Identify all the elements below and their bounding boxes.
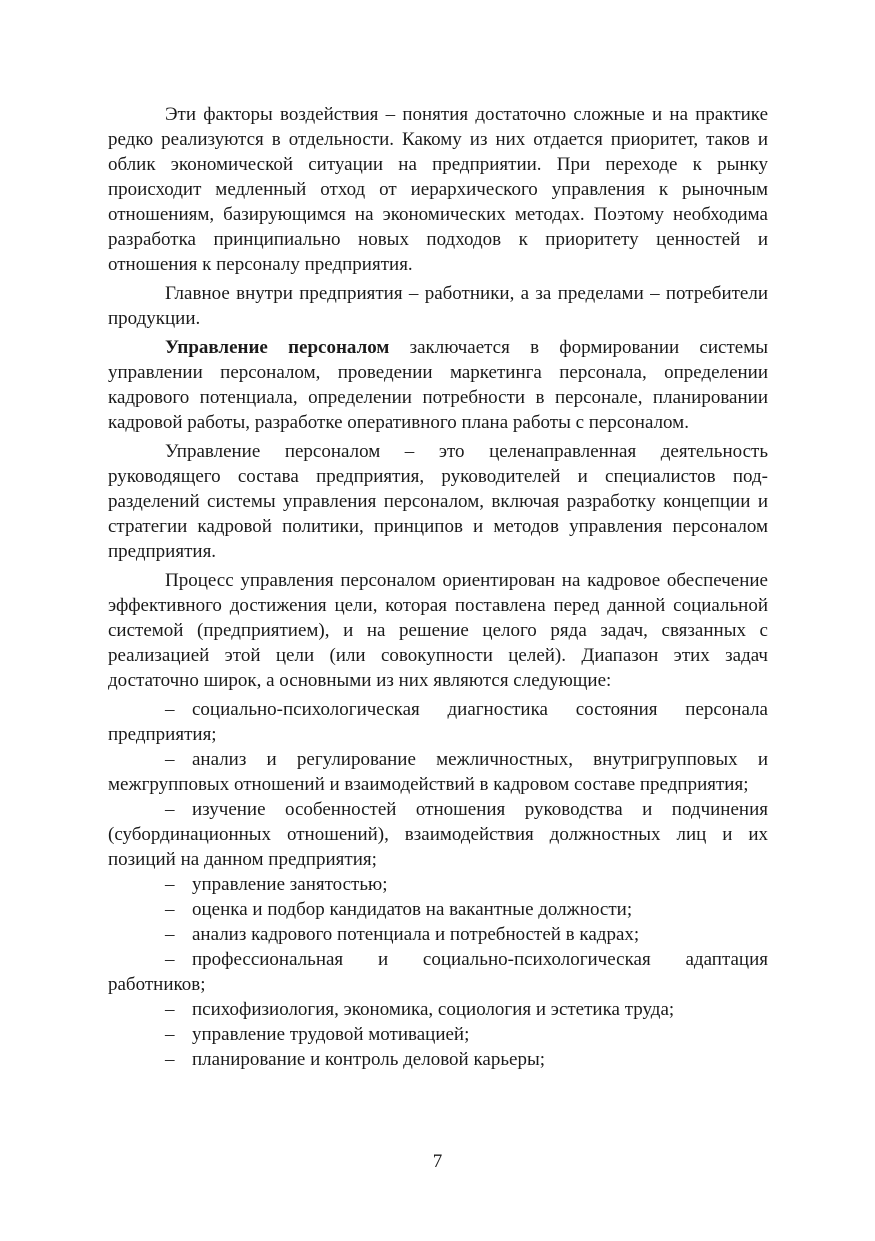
list-item [108,1022,768,1047]
list-item-text: изучение особенностей отношения руководства и подчинения (субординационных отношений), взаимодействия должностных лиц и их позиций на данном предприятия; [108,799,768,870]
list-item [108,922,768,947]
list-marker: – [165,899,175,920]
list-item [108,897,768,922]
list-marker: – [165,949,175,970]
list-item [108,997,768,1022]
list-item [108,747,768,797]
list-item-text: социально-психологическая диагностика состояния персонала предприятия; [108,699,768,745]
list-item [108,797,768,872]
page-number: 7 [432,1151,443,1172]
definition-term: Управление персоналом [165,337,390,358]
list-item-text: планирование и контроль деловой карьеры; [192,1049,545,1070]
list-item-text: анализ и регулирование межличностных, внутригрупповых и межгрупповых отношений и взаимодействий в кадровом составе предприятия; [108,749,768,795]
list-item-text: управление занятостью; [192,874,388,895]
list-item [108,947,768,997]
list-marker: – [165,749,175,770]
list-item-text: оценка и подбор кандидатов на вакантные должности; [192,899,633,920]
list-marker: – [165,1049,175,1070]
list-marker: – [165,1024,175,1045]
list-item-text: психофизиология, экономика, социология и эстетика труда; [192,999,675,1020]
page-body [108,102,768,1072]
list-marker: – [165,924,175,945]
list-item-text: управление трудовой мотивацией; [192,1024,470,1045]
list-marker: – [165,999,175,1020]
list-item [108,1047,768,1072]
list-marker: – [165,874,175,895]
paragraph: Эти факторы воздействия – понятия достаточно сложные и на практике редко реализуются в отдельности. Какому из них отдается приоритет, таков и облик экономической ситуации на предприятии. При переходе к рынку происходит медленный отход от иерархического управления к рыночным отношениям, базирующимся на экономических методах. Поэтому необходима разработка принципиально новых подходов к приоритету ценностей и отношения к персоналу предприятия. [108,104,768,275]
list-item [108,697,768,747]
paragraph: Главное внутри предприятия – работники, а за пределами – потребители продукции. [108,283,768,329]
definition-text: заключается в формировании системы управлении персоналом, проведении маркетинга персонала, определении кадрового потенциала, определении потребности в персонале, планировании кадровой работы, разработке оперативного плана работы с персоналом. [108,337,768,433]
list-item-text: профессиональная и социально-психологическая адаптация работников; [108,949,768,995]
list-item-text: анализ кадрового потенциала и потребностей в кадрах; [192,924,640,945]
list-marker: – [165,799,175,820]
definition-paragraph [108,335,768,435]
paragraph: Управление персоналом – это целенаправленная деятельность руководящего состава предприятия, руководителей и специалистов подразделений системы управления персоналом, включая разработку концепции и стратегии кадровой политики, принципов и методов управления персоналом предприятия. [108,441,768,562]
list-marker: – [165,699,175,720]
list-item [108,872,768,897]
paragraph: Процесс управления персоналом ориентирован на кадровое обеспечение эффективного достижения цели, которая поставлена перед данной социальной системой (предприятием), и на решение целого ряда задач, связанных с реализацией этой цели (или совокупности целей). Диапазон этих задач достаточно широк, а основными из них являются следующие: [108,570,768,691]
